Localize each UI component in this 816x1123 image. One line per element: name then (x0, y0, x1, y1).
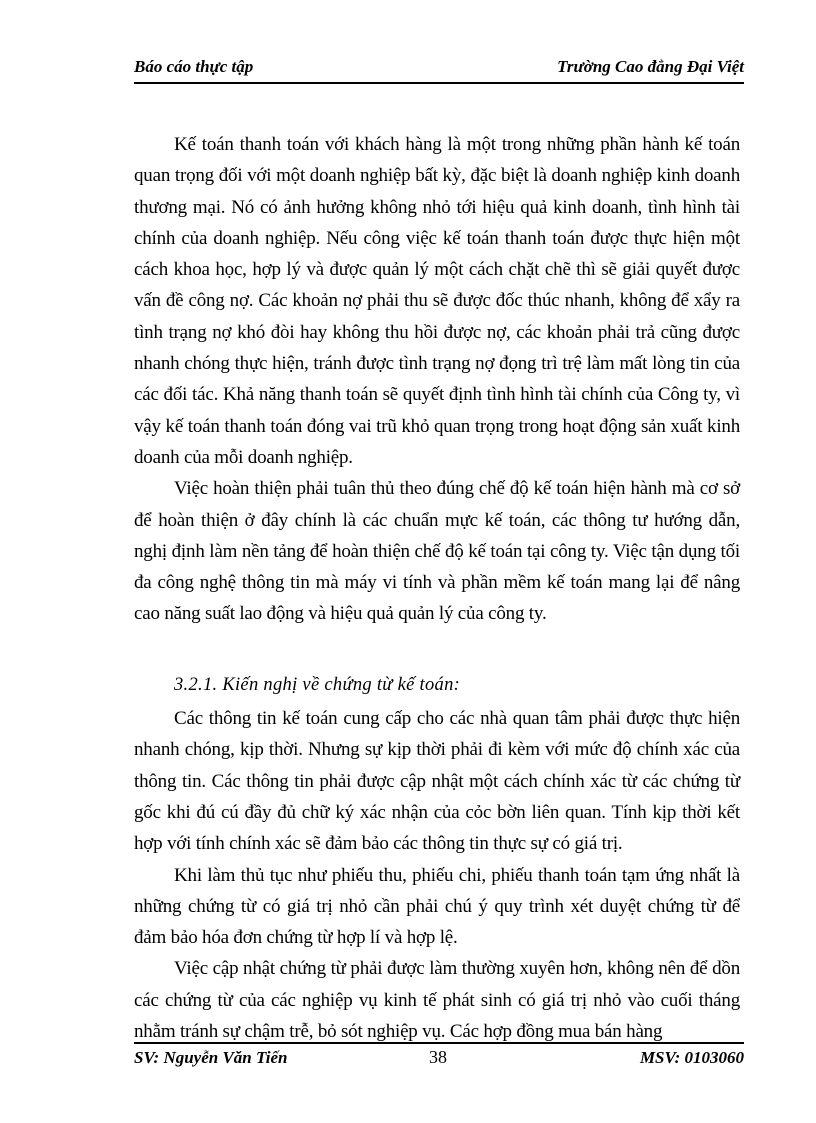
page-number: 38 (429, 1047, 447, 1067)
page-header (134, 56, 744, 84)
section-heading: 3.2.1. Kiến nghị về chứng từ kế toán: (174, 674, 461, 695)
header-school-name: Trường Cao đẳng Đại Việt (557, 57, 744, 76)
page-footer (134, 1042, 744, 1070)
footer-student-id: MSV: 0103060 (639, 1048, 744, 1067)
body-paragraph: Các thông tin kế toán cung cấp cho các nhà quan tâm phải được thực hiện nhanh chóng, kịp thời. Nhưng sự kịp thời phải đi kèm với mức độ chính xác của thông tin. Các thông tin phải được cập nhật một cách chính xác từ các chứng từ gốc khi đú cú đầy đủ chữ ký xác nhận của cỏc bờn liên quan. Tính kịp thời kết hợp với tính chính xác sẽ đảm bảo các thông tin thực sự có giá trị. (134, 708, 740, 855)
body-paragraph: Việc cập nhật chứng từ phải được làm thường xuyên hơn, không nên để dồn các chứng từ của các nghiệp vụ kinh tế phát sinh có giá trị nhỏ vào cuối tháng nhằm tránh sự chậm trễ, bỏ sót nghiệp vụ. Các hợp đồng mua bán hàng (134, 958, 740, 1043)
header-report-title: Báo cáo thực tập (134, 57, 254, 76)
body-paragraph: Kế toán thanh toán với khách hàng là một trong những phần hành kế toán quan trọng đối với một doanh nghiệp bất kỳ, đặc biệt là doanh nghiệp kinh doanh thương mại. Nó có ảnh hưởng không nhỏ tới hiệu quả kinh doanh, tình hình tài chính của doanh nghiệp. Nếu công việc kế toán thanh toán được thực hiện một cách khoa học, hợp lý và được quản lý một cách chặt chẽ thì sẽ giải quyết được vấn đề công nợ. Các khoản nợ phải thu sẽ được đốc thúc nhanh, không để xẩy ra tình trạng nợ khó đòi hay không thu hồi được nợ, các khoản phải trả cũng được nhanh chóng thực hiện, tránh được tình trạng nợ đọng trì trệ làm mất lòng tin của các đối tác. Khả năng thanh toán sẽ quyết định tình hình tài chính của Công ty, vì vậy kế toán thanh toán đóng vai trũ khỏ quan trọng trong hoạt động sản xuất kinh doanh của mỗi doanh nghiệp. (134, 134, 740, 468)
page-body (134, 129, 740, 1047)
body-paragraph: Việc hoàn thiện phải tuân thủ theo đúng chế độ kế toán hiện hành mà cơ sở để hoàn thiện ở đây chính là các chuẩn mực kế toán, các thông tư hướng dẫn, nghị định làm nền tảng để hoàn thiện chế độ kế toán tại công ty. Việc tận dụng tối đa công nghệ thông tin mà máy vi tính và phần mềm kế toán mang lại để nâng cao năng suất lao động và hiệu quả quản lý của công ty. (134, 478, 740, 625)
section-spacer (134, 630, 740, 670)
footer-student-name: SV: Nguyễn Văn Tiến (134, 1048, 288, 1067)
body-paragraph: Khi làm thủ tục như phiếu thu, phiếu chi, phiếu thanh toán tạm ứng nhất là những chứng từ có giá trị nhỏ cần phải chú ý quy trình xét duyệt chứng từ để đảm bảo hóa đơn chứng từ hợp lí và hợp lệ. (134, 864, 740, 949)
